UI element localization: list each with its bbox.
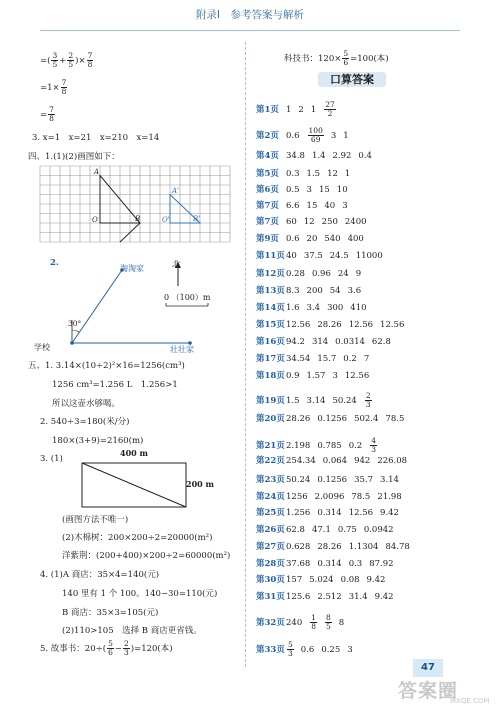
answer-value: 942 bbox=[354, 456, 371, 466]
answer-value: 12.56 bbox=[380, 320, 405, 330]
calc-line-2 bbox=[40, 79, 68, 96]
answer-value: 0.28 bbox=[286, 269, 305, 279]
answer-value: 10 bbox=[336, 185, 348, 195]
answer-row bbox=[256, 526, 401, 535]
answer-value: 0.75 bbox=[337, 525, 357, 535]
answer-value: 3 bbox=[347, 644, 353, 655]
text: =100(本) bbox=[350, 53, 389, 64]
label-o1: O' bbox=[162, 216, 170, 224]
answer-value: 0.9 bbox=[286, 371, 300, 381]
answer-value: 9.42 bbox=[374, 592, 394, 602]
answer-value: 47.1 bbox=[311, 525, 331, 535]
answer-row bbox=[256, 372, 376, 381]
map-label-north: 北 bbox=[172, 260, 181, 270]
num: 100 bbox=[308, 126, 323, 135]
answer-value: 2.198 bbox=[286, 440, 311, 451]
den: 3 bbox=[123, 647, 129, 657]
den: 5 bbox=[68, 59, 74, 69]
page-ref: 第12页 bbox=[256, 269, 285, 279]
answer-value: 200 bbox=[306, 286, 323, 296]
sec5-q1-line2: 1256 cm³=1.256 L 1.256>1 bbox=[52, 380, 178, 390]
sec5-q4-line1: 4. (1)A 商店：35×4=140(元) bbox=[40, 570, 160, 580]
answer-value: 1.4 bbox=[311, 151, 326, 161]
page-ref: 第17页 bbox=[256, 354, 285, 364]
den: 3 bbox=[365, 399, 371, 409]
num: 7 bbox=[61, 78, 67, 87]
watermark-logo: 答案圈 bbox=[398, 680, 459, 702]
answer-fraction bbox=[324, 101, 336, 118]
answer-value: 8.3 bbox=[286, 286, 300, 296]
page-ref: 第16页 bbox=[256, 337, 285, 347]
den: 69 bbox=[310, 134, 321, 144]
answer-value: 1256 bbox=[286, 492, 308, 502]
fraction bbox=[107, 640, 114, 657]
answer-row bbox=[256, 186, 355, 195]
fraction bbox=[67, 52, 74, 69]
q2-number: 2. bbox=[50, 258, 59, 268]
answer-value: 0.0314 bbox=[335, 337, 365, 347]
answer-value: 7 bbox=[363, 354, 370, 364]
rect-top-label: 400 m bbox=[120, 448, 148, 458]
num: 5 bbox=[288, 640, 293, 649]
answer-value: 1.256 bbox=[286, 508, 311, 518]
page-ref: 第26页 bbox=[256, 525, 285, 535]
sec5-q2-line1: 2. 540÷3=180(米/分) bbox=[40, 417, 130, 427]
answer-value: 15.7 bbox=[317, 354, 337, 364]
answer-value: 8 bbox=[338, 617, 345, 628]
label-b: B bbox=[135, 215, 141, 223]
map-label-taotao: 淘淘家 bbox=[120, 264, 144, 273]
sec5-q3-mumian: (2)木棉树：200×200÷2=20000(m²) bbox=[62, 533, 213, 543]
den: 3 bbox=[288, 648, 293, 658]
answer-fraction bbox=[308, 127, 324, 144]
answer-row bbox=[256, 355, 376, 364]
answer-value: 157 bbox=[286, 575, 303, 585]
answer-value: 50.24 bbox=[332, 395, 357, 406]
map-label-zz: 壮壮家 bbox=[170, 345, 194, 354]
answer-value: 3.6 bbox=[347, 286, 362, 296]
answer-value: 226.08 bbox=[377, 456, 408, 466]
page-ref: 第21页 bbox=[256, 440, 285, 451]
answer-value: 3.14 bbox=[380, 475, 399, 485]
answer-value: 78.5 bbox=[385, 414, 405, 424]
answer-row bbox=[256, 287, 368, 296]
answer-value: 0.0942 bbox=[363, 525, 394, 535]
answer-value: 6.6 bbox=[286, 201, 300, 211]
calc-line-1 bbox=[40, 52, 94, 69]
answer-fraction bbox=[287, 641, 294, 658]
answer-value: 12 bbox=[303, 217, 315, 227]
page-ref: 第31页 bbox=[256, 592, 285, 602]
num: 1 bbox=[311, 613, 317, 622]
answer-value: 21.98 bbox=[377, 492, 402, 502]
calc-line-3 bbox=[40, 106, 56, 123]
answer-value: 12.56 bbox=[348, 508, 374, 518]
answer-value: 1.6 bbox=[286, 303, 300, 313]
answer-value: 0.25 bbox=[321, 644, 341, 655]
answer-value: 50.24 bbox=[286, 475, 311, 485]
page-ref: 第28页 bbox=[256, 559, 285, 569]
answer-fraction bbox=[365, 392, 372, 409]
answer-row bbox=[256, 202, 355, 211]
answer-row bbox=[256, 304, 374, 313]
answer-value: 410 bbox=[350, 303, 367, 313]
answer-value: 0.96 bbox=[311, 269, 331, 279]
answer-value: 2400 bbox=[344, 217, 367, 227]
text: − bbox=[114, 643, 122, 654]
answer-row bbox=[256, 127, 356, 144]
answer-value: 0.6 bbox=[286, 130, 300, 141]
sec5-q4-line4: (2)110>105 选择 B 商店更省钱。 bbox=[62, 626, 202, 636]
answer-row bbox=[256, 252, 390, 261]
label-a: A bbox=[94, 168, 100, 176]
answer-row bbox=[256, 152, 379, 161]
answer-value: 87.92 bbox=[369, 559, 394, 569]
answer-value: 0.314 bbox=[317, 508, 342, 518]
answer-value: 1 bbox=[344, 169, 351, 179]
page-ref: 第13页 bbox=[256, 286, 285, 296]
answer-value: 0.6 bbox=[300, 644, 315, 655]
answer-value: 1.1304 bbox=[348, 542, 379, 552]
answer-value: 0.3 bbox=[286, 169, 300, 179]
answer-fraction bbox=[370, 437, 377, 454]
answer-row bbox=[256, 641, 360, 658]
answer-value: 3.14 bbox=[306, 395, 326, 406]
den: 2 bbox=[327, 108, 333, 118]
map-figure bbox=[40, 258, 240, 358]
answer-row bbox=[256, 576, 392, 585]
answer-value: 0.1256 bbox=[317, 414, 348, 424]
page-ref: 第1页 bbox=[256, 104, 279, 115]
answer-value: 35.7 bbox=[354, 475, 374, 485]
answer-value: 540 bbox=[324, 234, 341, 244]
answer-value: 3.4 bbox=[306, 303, 321, 313]
page-ref: 第20页 bbox=[256, 414, 285, 424]
sec5-q2-line2: 180×(3+9)=2160(m) bbox=[52, 436, 144, 446]
den: 6 bbox=[343, 57, 349, 67]
answer-value: 0.2 bbox=[348, 440, 363, 451]
answer-value: 31.4 bbox=[348, 592, 368, 602]
grid-figure bbox=[38, 164, 232, 244]
text: =( bbox=[40, 55, 51, 66]
sec5-q4-line3: B 商店：35×3=105(元) bbox=[62, 608, 159, 618]
sec5-q1-line3: 所以这壶水够喝。 bbox=[52, 399, 121, 409]
column-divider bbox=[245, 42, 246, 667]
page-ref: 第27页 bbox=[256, 542, 285, 552]
answer-value: 12 bbox=[327, 169, 338, 179]
kejishu-line bbox=[284, 50, 389, 67]
page-ref: 第4页 bbox=[256, 151, 279, 161]
text: 5. 故事书：20÷( bbox=[40, 643, 107, 654]
answer-value: 2.0096 bbox=[314, 492, 345, 502]
answer-row bbox=[256, 509, 406, 518]
answer-value: 300 bbox=[327, 303, 344, 313]
answer-value: 20 bbox=[306, 234, 318, 244]
page-ref: 第5页 bbox=[256, 169, 279, 179]
answer-value: 2.512 bbox=[317, 592, 342, 602]
answer-row bbox=[256, 338, 398, 347]
answer-row bbox=[256, 321, 411, 330]
answer-value: 94.2 bbox=[286, 337, 305, 347]
answer-row bbox=[256, 457, 414, 466]
num: 27 bbox=[325, 100, 335, 109]
answer-value: 15 bbox=[318, 185, 330, 195]
page-ref: 第32页 bbox=[256, 617, 285, 628]
header-rule bbox=[40, 30, 460, 31]
page-ref: 第22页 bbox=[256, 456, 285, 466]
num: 8 bbox=[326, 613, 331, 622]
answer-value: 3 bbox=[342, 201, 348, 211]
answer-value: 502.4 bbox=[354, 414, 379, 424]
den: 3 bbox=[371, 444, 376, 454]
answer-value: 2 bbox=[298, 104, 304, 115]
page-ref: 第7页 bbox=[256, 217, 279, 227]
page-ref: 第25页 bbox=[256, 508, 285, 518]
answer-row bbox=[256, 543, 417, 552]
answer-value: 1.5 bbox=[306, 169, 321, 179]
sec5-q5 bbox=[40, 640, 173, 657]
section-4-heading: 四、1.(1)(2)画图如下： bbox=[28, 152, 120, 162]
rectangle-figure bbox=[80, 456, 192, 510]
page-ref: 第2页 bbox=[256, 130, 279, 141]
page-ref: 第33页 bbox=[256, 644, 285, 655]
den: 8 bbox=[61, 86, 67, 96]
answer-value: 0.08 bbox=[340, 575, 360, 585]
answer-row bbox=[256, 235, 371, 244]
answer-row bbox=[256, 392, 379, 409]
num: 5 bbox=[343, 49, 349, 58]
answer-value: 125.6 bbox=[286, 592, 311, 602]
answer-value: 3 bbox=[330, 130, 337, 141]
fraction bbox=[51, 52, 58, 69]
answer-row bbox=[256, 170, 357, 179]
oral-answers-title: 口算答案 bbox=[318, 72, 386, 87]
num: 4 bbox=[371, 436, 376, 445]
answer-value: 9 bbox=[355, 269, 362, 279]
label-a1: A' bbox=[172, 187, 179, 195]
page-header bbox=[0, 0, 500, 42]
answer-value: 11000 bbox=[355, 251, 383, 261]
den: 5 bbox=[52, 59, 58, 69]
answer-value: 0.3 bbox=[348, 559, 363, 569]
answer-row bbox=[256, 593, 401, 602]
answer-row bbox=[256, 218, 374, 227]
answer-value: 0.1256 bbox=[317, 475, 348, 485]
sec5-q3-label: 3. (1) bbox=[40, 454, 63, 464]
sec5-q1-line1: 五、1. 3.14×(10÷2)²×16=1256(cm³) bbox=[28, 361, 185, 371]
answer-value: 34.54 bbox=[286, 354, 311, 364]
answer-value: 3 bbox=[332, 371, 338, 381]
answer-row bbox=[256, 270, 368, 279]
page-ref: 第19页 bbox=[256, 395, 285, 406]
text: = bbox=[40, 109, 48, 120]
text: + bbox=[59, 55, 67, 66]
fraction bbox=[61, 79, 68, 96]
answer-value: 62.8 bbox=[286, 525, 305, 535]
answer-value: 240 bbox=[286, 617, 303, 628]
text: =1× bbox=[40, 82, 60, 93]
page-ref: 第11页 bbox=[256, 251, 285, 261]
sec5-q3-note: (画图方法不唯一) bbox=[62, 515, 129, 525]
answer-value: 1.5 bbox=[286, 395, 300, 406]
watermark-url: MXQE.COM bbox=[450, 697, 490, 705]
answer-value: 9.42 bbox=[380, 508, 399, 518]
label-b1: B' bbox=[193, 215, 201, 223]
num: 2 bbox=[68, 51, 74, 60]
den: 8 bbox=[311, 621, 317, 631]
answer-value: 5.024 bbox=[309, 575, 334, 585]
answer-row bbox=[256, 476, 406, 485]
answer-row bbox=[256, 415, 411, 424]
answer-q3: 3. x=1 x=21 x=210 x=14 bbox=[32, 133, 160, 143]
map-label-school: 学校 bbox=[34, 343, 50, 352]
map-scale: 0 （100）m bbox=[164, 293, 211, 302]
answer-value: 3 bbox=[306, 185, 312, 195]
answer-value: 40 bbox=[324, 201, 336, 211]
answer-value: 28.26 bbox=[317, 320, 342, 330]
answer-value: 12.56 bbox=[286, 320, 311, 330]
num: 7 bbox=[49, 105, 54, 114]
fraction bbox=[342, 50, 349, 67]
answer-value: 12.56 bbox=[348, 320, 374, 330]
answer-row bbox=[256, 560, 401, 569]
den: 5 bbox=[326, 621, 331, 631]
fraction bbox=[123, 640, 130, 657]
answer-row bbox=[256, 437, 384, 454]
page-ref: 第18页 bbox=[256, 371, 285, 381]
page-ref: 第14页 bbox=[256, 303, 285, 313]
answer-value: 0.628 bbox=[286, 542, 311, 552]
map-angle: 30° bbox=[68, 319, 82, 328]
answer-row bbox=[256, 614, 351, 631]
page-ref: 第24页 bbox=[256, 492, 285, 502]
page-ref: 第23页 bbox=[256, 475, 285, 485]
answer-fraction bbox=[325, 614, 332, 631]
page-ref: 第30页 bbox=[256, 575, 285, 585]
answer-value: 0.314 bbox=[317, 559, 342, 569]
num: 5 bbox=[108, 639, 113, 648]
answer-value: 37.5 bbox=[303, 251, 323, 261]
num: 2 bbox=[365, 391, 371, 400]
answer-value: 0.5 bbox=[286, 185, 300, 195]
answer-value: 34.8 bbox=[286, 151, 305, 161]
answer-value: 1 bbox=[310, 104, 317, 115]
label-o: O bbox=[92, 216, 98, 224]
answer-value: 0.4 bbox=[358, 151, 372, 161]
page-ref: 第15页 bbox=[256, 320, 285, 330]
answer-value: 0.064 bbox=[322, 456, 348, 466]
answer-value: 12.56 bbox=[344, 371, 370, 381]
answer-row bbox=[256, 493, 409, 502]
answer-value: 0.6 bbox=[286, 234, 300, 244]
answer-value: 9.42 bbox=[366, 575, 386, 585]
den: 8 bbox=[87, 59, 93, 69]
answer-value: 0.785 bbox=[317, 440, 342, 451]
header-title: 附录Ⅰ 参考答案与解析 bbox=[195, 9, 305, 21]
answer-value: 37.68 bbox=[286, 559, 311, 569]
answer-value: 314 bbox=[311, 337, 329, 347]
page-ref: 第6页 bbox=[256, 185, 279, 195]
answer-value: 1 bbox=[343, 130, 349, 141]
text: )× bbox=[75, 55, 86, 66]
answer-value: 24.5 bbox=[329, 251, 349, 261]
answer-value: 1 bbox=[286, 104, 292, 115]
page-ref: 第7页 bbox=[256, 201, 279, 211]
answer-value: 250 bbox=[321, 217, 338, 227]
text: )=120(本) bbox=[130, 643, 173, 654]
rect-right-label: 200 m bbox=[186, 479, 214, 489]
answer-value: 62.8 bbox=[371, 337, 391, 347]
answer-value: 84.78 bbox=[385, 542, 410, 552]
num: 7 bbox=[87, 51, 93, 60]
num: 2 bbox=[123, 639, 129, 648]
answer-value: 24 bbox=[337, 269, 349, 279]
den: 6 bbox=[108, 647, 113, 657]
fraction bbox=[87, 52, 94, 69]
sec5-q4-line2: 140 里有 1 个 100。140−30=110(元) bbox=[62, 589, 218, 599]
page-number: 47 bbox=[413, 659, 443, 677]
answer-value: 2.92 bbox=[332, 151, 352, 161]
answer-value: 60 bbox=[286, 217, 297, 227]
answer-value: 28.26 bbox=[286, 414, 311, 424]
page-ref: 第9页 bbox=[256, 234, 279, 244]
answer-row bbox=[256, 101, 343, 118]
num: 3 bbox=[52, 51, 58, 60]
answer-value: 54 bbox=[329, 286, 341, 296]
den: 8 bbox=[49, 113, 54, 123]
answer-value: 15 bbox=[306, 201, 318, 211]
answer-value: 40 bbox=[286, 251, 297, 261]
fraction bbox=[48, 106, 55, 123]
answer-value: 254.34 bbox=[286, 456, 316, 466]
text: 科技书：120× bbox=[284, 53, 342, 64]
answer-value: 0.2 bbox=[343, 354, 357, 364]
answer-value: 28.26 bbox=[317, 542, 342, 552]
answer-value: 78.5 bbox=[351, 492, 371, 502]
answer-fraction bbox=[310, 614, 317, 631]
answer-value: 400 bbox=[347, 234, 364, 244]
sec5-q3-yangzijing: 洋紫荆：(200+400)×200÷2=60000(m²) bbox=[62, 551, 231, 561]
answer-value: 1.57 bbox=[306, 371, 326, 381]
